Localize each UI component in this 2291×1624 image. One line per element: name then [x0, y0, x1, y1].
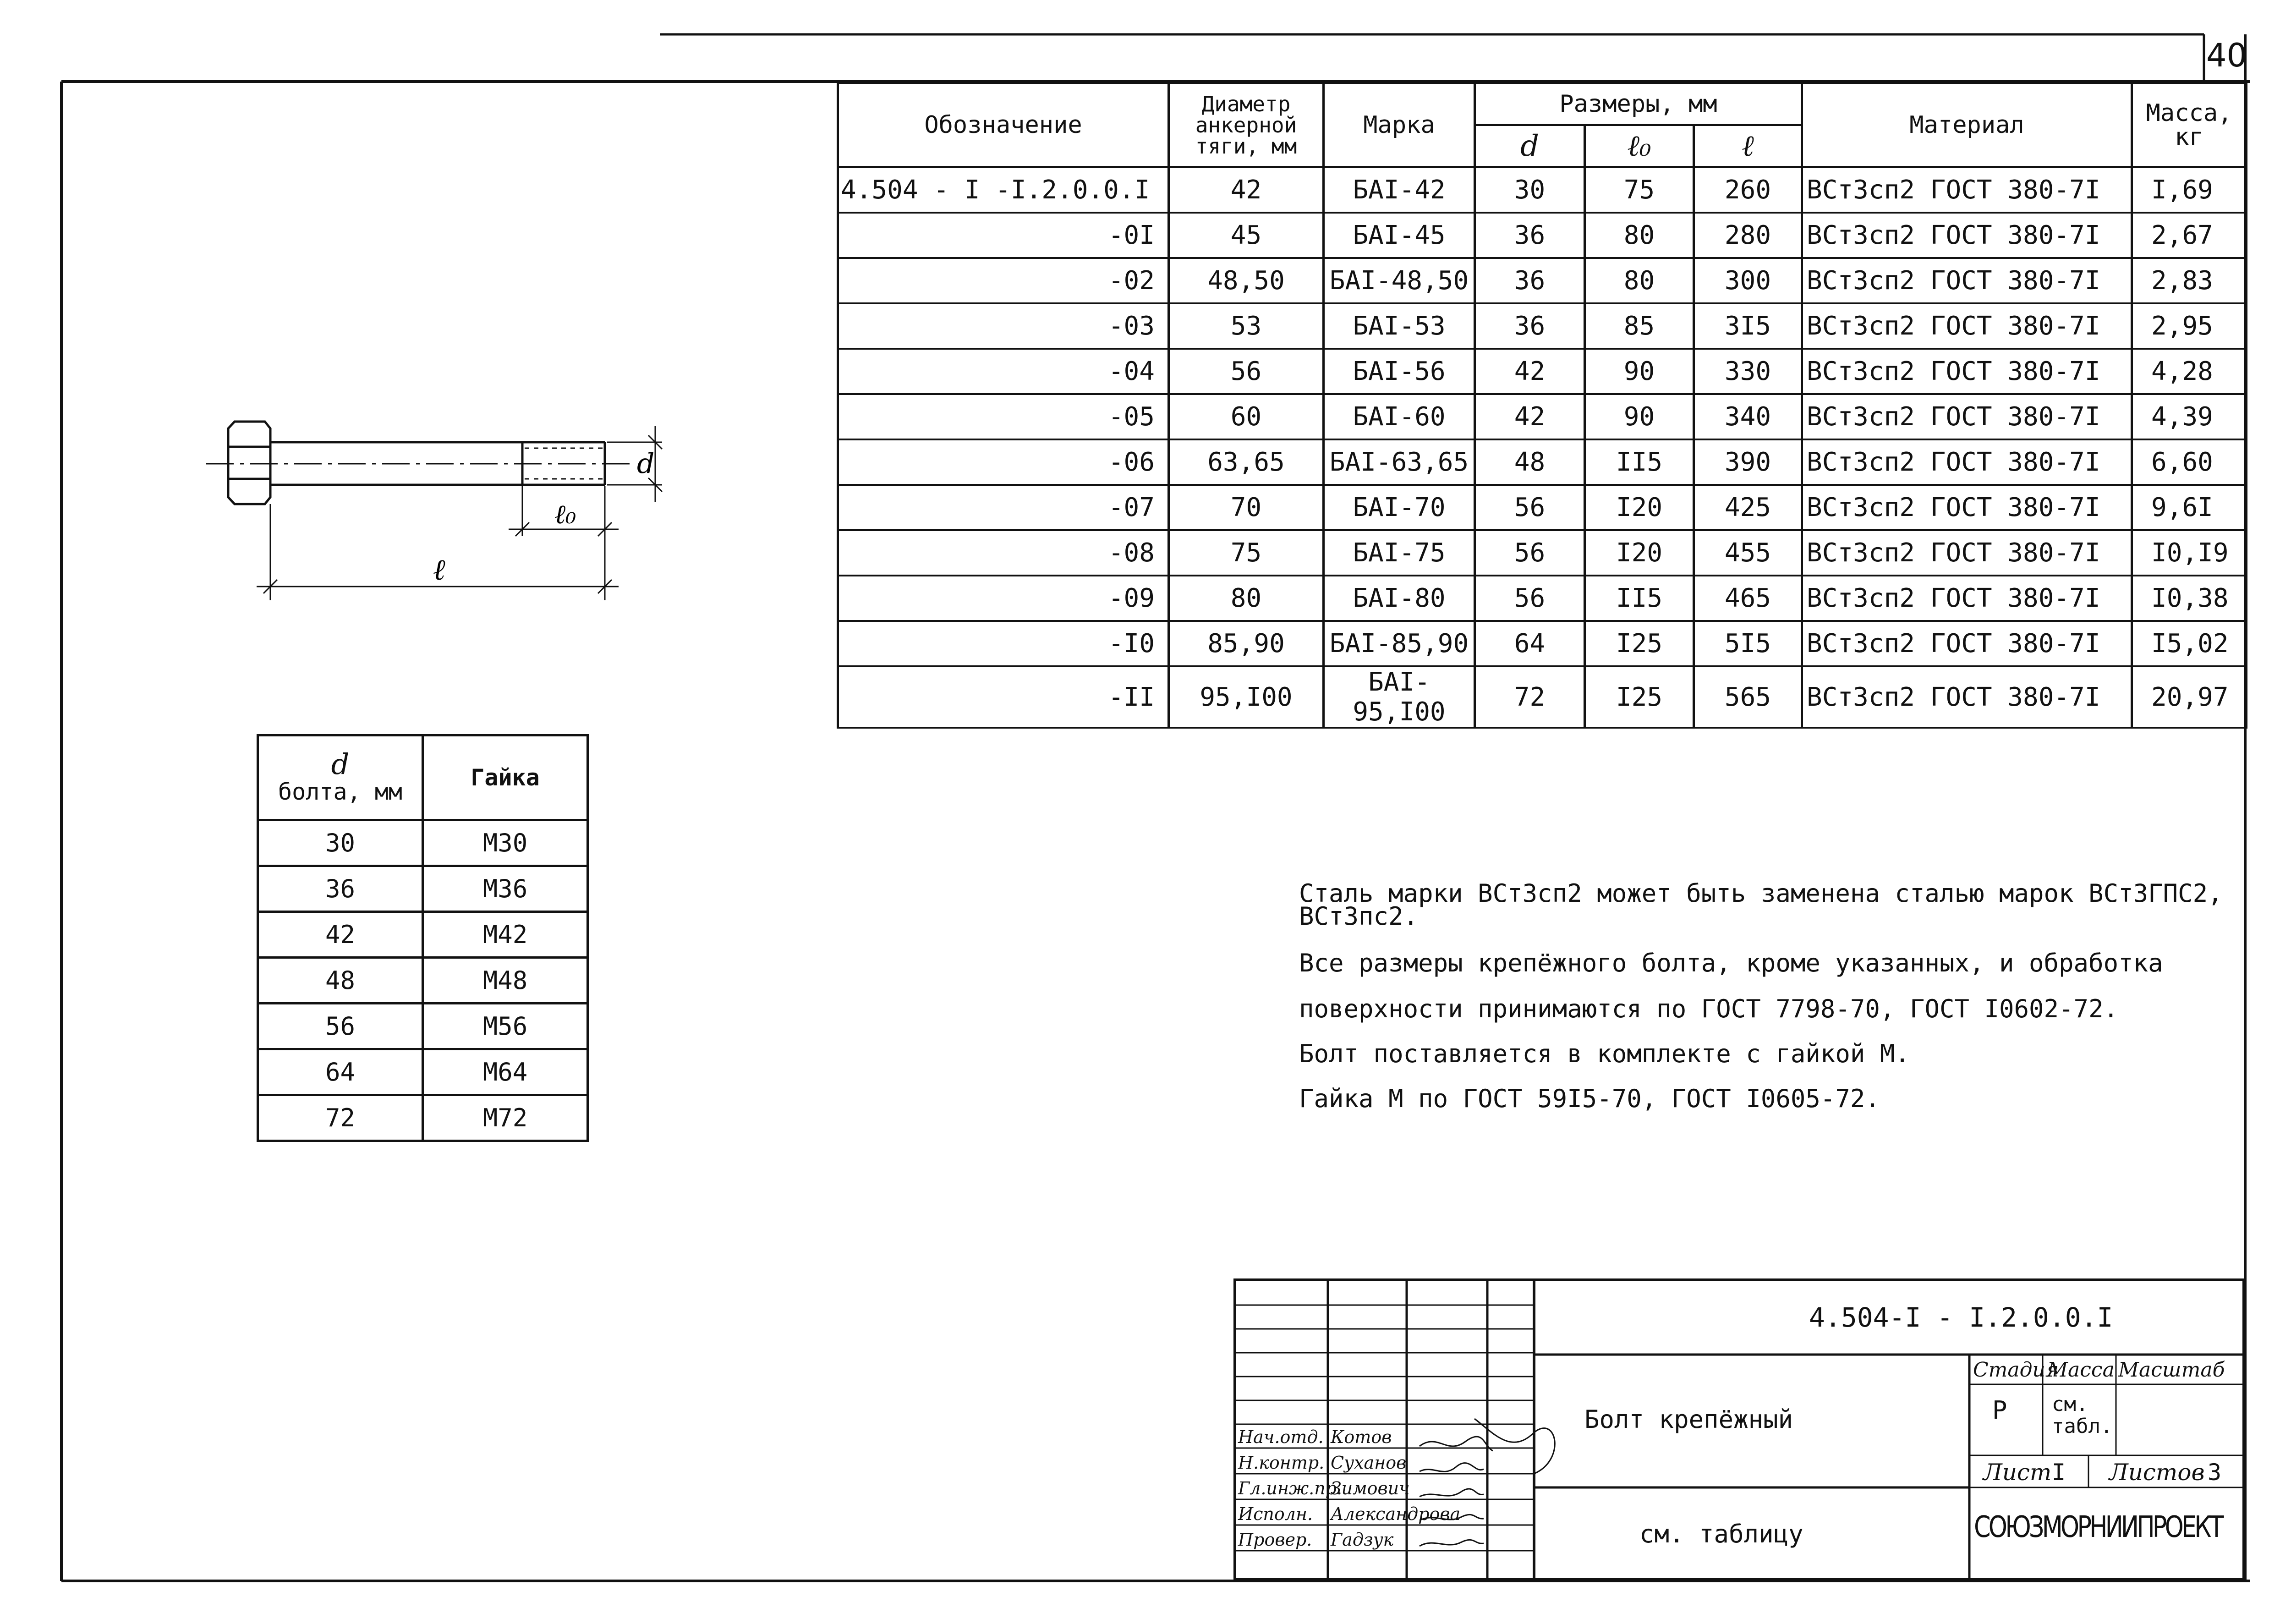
spec-cell-l0: I25 — [1585, 621, 1694, 666]
spec-cell-d: 42 — [1475, 349, 1585, 394]
nut-header-nut: Гайка — [423, 735, 588, 820]
nut-cell-d: 48 — [258, 958, 423, 1004]
spec-cell-d: 48 — [1475, 439, 1585, 485]
spec-cell-designation: -04 — [838, 349, 1169, 394]
header-dim-d: d — [1475, 125, 1585, 167]
spec-row — [838, 666, 2247, 728]
mass-value: см. табл. — [2052, 1393, 2113, 1438]
spec-cell-designation: -II — [838, 666, 1169, 728]
nut-cell-nut: М64 — [423, 1049, 588, 1095]
spec-cell-designation: -06 — [838, 439, 1169, 485]
spec-cell-l0: I25 — [1585, 666, 1694, 728]
header-mass: Масса, кг — [2132, 83, 2247, 167]
nut-cell-d: 36 — [258, 866, 423, 912]
spec-cell-mass: 4,39 — [2132, 394, 2247, 439]
specification-table — [837, 82, 2247, 729]
spec-cell-l: 260 — [1694, 167, 1802, 213]
nut-cell-d: 42 — [258, 912, 423, 958]
spec-cell-designation: -I0 — [838, 621, 1169, 666]
spec-cell-mark: БАI-75 — [1324, 530, 1475, 576]
nut-row — [258, 1095, 588, 1141]
spec-cell-mark: БАI-42 — [1324, 167, 1475, 213]
spec-cell-l0: 80 — [1585, 258, 1694, 303]
spec-cell-l: 465 — [1694, 576, 1802, 621]
spec-cell-mark: БАI-45 — [1324, 213, 1475, 258]
mass-label: Масса — [2047, 1358, 2115, 1382]
spec-cell-l0: 90 — [1585, 394, 1694, 439]
spec-cell-designation: 4.504 - I -I.2.0.0.I — [838, 167, 1169, 213]
nut-row — [258, 912, 588, 958]
spec-row — [838, 394, 2247, 439]
note-1: Сталь марки ВСт3сп2 может быть заменена сталью марок ВСт3ГПС2, — [1299, 879, 2223, 908]
role-label: Нач.отд. — [1238, 1427, 1324, 1447]
person-name: Гадзук — [1331, 1530, 1394, 1550]
spec-cell-material: ВСт3сп2 ГОСТ 380-7I — [1802, 303, 2132, 349]
person-name: Суханов — [1331, 1453, 1407, 1473]
nut-cell-d: 30 — [258, 820, 423, 866]
header-dimensions: Размеры, мм — [1475, 83, 1802, 125]
spec-row — [838, 258, 2247, 303]
nut-row — [258, 958, 588, 1004]
spec-cell-diameter: 53 — [1169, 303, 1324, 349]
label-d: d — [637, 448, 655, 480]
spec-cell-diameter: 70 — [1169, 485, 1324, 530]
spec-cell-d: 30 — [1475, 167, 1585, 213]
spec-cell-l: 3I5 — [1694, 303, 1802, 349]
spec-cell-mark: БАI-56 — [1324, 349, 1475, 394]
spec-cell-d: 56 — [1475, 530, 1585, 576]
nut-cell-nut: М48 — [423, 958, 588, 1004]
note-2: Все размеры крепёжного болта, кроме указанных, и обработка — [1299, 949, 2163, 977]
spec-cell-material: ВСт3сп2 ГОСТ 380-7I — [1802, 394, 2132, 439]
spec-cell-designation: -05 — [838, 394, 1169, 439]
spec-cell-diameter: 95,I00 — [1169, 666, 1324, 728]
stage-label: Стадия — [1973, 1358, 2059, 1382]
spec-cell-l0: II5 — [1585, 439, 1694, 485]
nut-cell-nut: М56 — [423, 1004, 588, 1049]
nut-table — [257, 734, 589, 1142]
spec-cell-l0: I20 — [1585, 485, 1694, 530]
spec-cell-material: ВСт3сп2 ГОСТ 380-7I — [1802, 530, 2132, 576]
person-name: Александрова — [1331, 1504, 1461, 1524]
spec-cell-material: ВСт3сп2 ГОСТ 380-7I — [1802, 576, 2132, 621]
spec-cell-mass: 9,6I — [2132, 485, 2247, 530]
spec-row — [838, 213, 2247, 258]
spec-row — [838, 303, 2247, 349]
spec-cell-diameter: 63,65 — [1169, 439, 1324, 485]
spec-cell-d: 56 — [1475, 576, 1585, 621]
spec-cell-material: ВСт3сп2 ГОСТ 380-7I — [1802, 258, 2132, 303]
nut-cell-nut: М30 — [423, 820, 588, 866]
spec-cell-designation: -02 — [838, 258, 1169, 303]
doc-title: Болт крепёжный — [1584, 1405, 1793, 1434]
person-name: Котов — [1331, 1427, 1392, 1447]
role-label: Н.контр. — [1238, 1453, 1325, 1473]
note-3: поверхности принимаются по ГОСТ 7798-70, ГОСТ I0602-72. — [1299, 994, 2119, 1023]
sheets-value: 3 — [2208, 1459, 2222, 1486]
spec-cell-diameter: 75 — [1169, 530, 1324, 576]
spec-cell-material: ВСт3сп2 ГОСТ 380-7I — [1802, 485, 2132, 530]
spec-cell-diameter: 45 — [1169, 213, 1324, 258]
note-4: Болт поставляется в комплекте с гайкой М. — [1299, 1039, 1910, 1068]
nut-header-bolt: болта, мм — [278, 779, 402, 805]
spec-cell-material: ВСт3сп2 ГОСТ 380-7I — [1802, 439, 2132, 485]
note-1b: ВСт3пс2. — [1299, 902, 1419, 931]
spec-cell-mass: I5,02 — [2132, 621, 2247, 666]
spec-cell-diameter: 85,90 — [1169, 621, 1324, 666]
bolt-head — [228, 422, 270, 504]
role-label: Гл.инж.пр. — [1238, 1478, 1343, 1498]
spec-cell-mark: БАI-70 — [1324, 485, 1475, 530]
spec-cell-mass: 2,83 — [2132, 258, 2247, 303]
spec-cell-mass: 4,28 — [2132, 349, 2247, 394]
spec-cell-diameter: 56 — [1169, 349, 1324, 394]
spec-cell-mass: 2,95 — [2132, 303, 2247, 349]
sheets-label: Листов — [2109, 1459, 2205, 1486]
bolt-drawing — [192, 403, 687, 605]
scale-label: Масштаб — [2118, 1358, 2225, 1382]
spec-cell-d: 64 — [1475, 621, 1585, 666]
spec-cell-mark: БАI-48,50 — [1324, 258, 1475, 303]
spec-cell-mass: 20,97 — [2132, 666, 2247, 728]
spec-cell-l: 390 — [1694, 439, 1802, 485]
spec-row — [838, 530, 2247, 576]
nut-row — [258, 1004, 588, 1049]
spec-cell-mark: БАI-80 — [1324, 576, 1475, 621]
role-label: Провер. — [1238, 1530, 1312, 1550]
spec-cell-d: 36 — [1475, 213, 1585, 258]
spec-cell-l: 280 — [1694, 213, 1802, 258]
spec-cell-mark: БАI-60 — [1324, 394, 1475, 439]
spec-cell-mark: БАI-85,90 — [1324, 621, 1475, 666]
spec-row — [838, 621, 2247, 666]
spec-cell-mark: БАI-95,I00 — [1324, 666, 1475, 728]
material-ref: см. таблицу — [1639, 1520, 1803, 1548]
spec-cell-mark: БАI-63,65 — [1324, 439, 1475, 485]
role-label: Исполн. — [1238, 1504, 1313, 1524]
spec-cell-d: 36 — [1475, 303, 1585, 349]
spec-cell-material: ВСт3сп2 ГОСТ 380-7I — [1802, 349, 2132, 394]
nut-header-d-symbol: d — [331, 747, 350, 781]
spec-cell-mass: I0,I9 — [2132, 530, 2247, 576]
spec-cell-l0: 75 — [1585, 167, 1694, 213]
header-dim-l: ℓ — [1694, 125, 1802, 167]
spec-cell-mark: БАI-53 — [1324, 303, 1475, 349]
nut-cell-nut: М72 — [423, 1095, 588, 1141]
spec-cell-material: ВСт3сп2 ГОСТ 380-7I — [1802, 213, 2132, 258]
spec-cell-designation: -07 — [838, 485, 1169, 530]
spec-row — [838, 485, 2247, 530]
spec-cell-material: ВСт3сп2 ГОСТ 380-7I — [1802, 621, 2132, 666]
signature-5 — [1420, 1540, 1484, 1546]
header-designation: Обозначение — [838, 83, 1169, 167]
sheet-label: Лист — [1983, 1459, 2052, 1486]
spec-row — [838, 439, 2247, 485]
spec-cell-l0: 80 — [1585, 213, 1694, 258]
nut-cell-d: 72 — [258, 1095, 423, 1141]
spec-cell-material: ВСт3сп2 ГОСТ 380-7I — [1802, 666, 2132, 728]
spec-cell-mass: 2,67 — [2132, 213, 2247, 258]
organization-name: СОЮЗМОРНИИПРОЕКТ — [1974, 1510, 2222, 1544]
spec-row — [838, 576, 2247, 621]
spec-cell-l0: II5 — [1585, 576, 1694, 621]
header-material: Материал — [1802, 83, 2132, 167]
spec-cell-d: 36 — [1475, 258, 1585, 303]
signature-2 — [1420, 1463, 1484, 1472]
spec-cell-d: 56 — [1475, 485, 1585, 530]
nut-row — [258, 866, 588, 912]
spec-cell-diameter: 60 — [1169, 394, 1324, 439]
spec-cell-l: 300 — [1694, 258, 1802, 303]
header-mark: Марка — [1324, 83, 1475, 167]
signature-3 — [1420, 1489, 1484, 1497]
spec-cell-l: 425 — [1694, 485, 1802, 530]
nut-header-d — [258, 735, 423, 820]
nut-row — [258, 1049, 588, 1095]
spec-row — [838, 349, 2247, 394]
title-block — [1233, 1278, 2245, 1581]
spec-cell-designation: -08 — [838, 530, 1169, 576]
spec-cell-l: 565 — [1694, 666, 1802, 728]
spec-cell-l: 340 — [1694, 394, 1802, 439]
spec-cell-diameter: 80 — [1169, 576, 1324, 621]
spec-cell-material: ВСт3сп2 ГОСТ 380-7I — [1802, 167, 2132, 213]
spec-cell-l: 330 — [1694, 349, 1802, 394]
spec-cell-l0: 90 — [1585, 349, 1694, 394]
nut-cell-nut: М36 — [423, 866, 588, 912]
label-l0: ℓ₀ — [554, 499, 576, 530]
spec-cell-mass: I,69 — [2132, 167, 2247, 213]
spec-cell-designation: -0I — [838, 213, 1169, 258]
person-name: Зимович — [1331, 1478, 1410, 1498]
spec-cell-designation: -03 — [838, 303, 1169, 349]
spec-cell-diameter: 42 — [1169, 167, 1324, 213]
spec-cell-d: 72 — [1475, 666, 1585, 728]
label-l: ℓ — [433, 553, 445, 587]
header-dim-l0: ℓ₀ — [1585, 125, 1694, 167]
stage-value: Р — [1992, 1396, 2007, 1425]
header-rod-diameter: Диаметр анкерной тяги, мм — [1169, 83, 1324, 167]
nut-cell-nut: М42 — [423, 912, 588, 958]
sheet-value: I — [2052, 1459, 2066, 1486]
doc-code: 4.504-I - I.2.0.0.I — [1809, 1302, 2113, 1333]
nut-row — [258, 820, 588, 866]
sheet-number: 40 — [2206, 37, 2247, 74]
spec-cell-l: 5I5 — [1694, 621, 1802, 666]
spec-cell-l: 455 — [1694, 530, 1802, 576]
spec-cell-l0: I20 — [1585, 530, 1694, 576]
nut-cell-d: 56 — [258, 1004, 423, 1049]
spec-cell-designation: -09 — [838, 576, 1169, 621]
spec-cell-d: 42 — [1475, 394, 1585, 439]
note-5: Гайка М по ГОСТ 59I5-70, ГОСТ I0605-72. — [1299, 1084, 1880, 1113]
spec-cell-l0: 85 — [1585, 303, 1694, 349]
spec-cell-mass: 6,60 — [2132, 439, 2247, 485]
spec-cell-mass: I0,38 — [2132, 576, 2247, 621]
nut-cell-d: 64 — [258, 1049, 423, 1095]
spec-cell-diameter: 48,50 — [1169, 258, 1324, 303]
spec-row — [838, 167, 2247, 213]
